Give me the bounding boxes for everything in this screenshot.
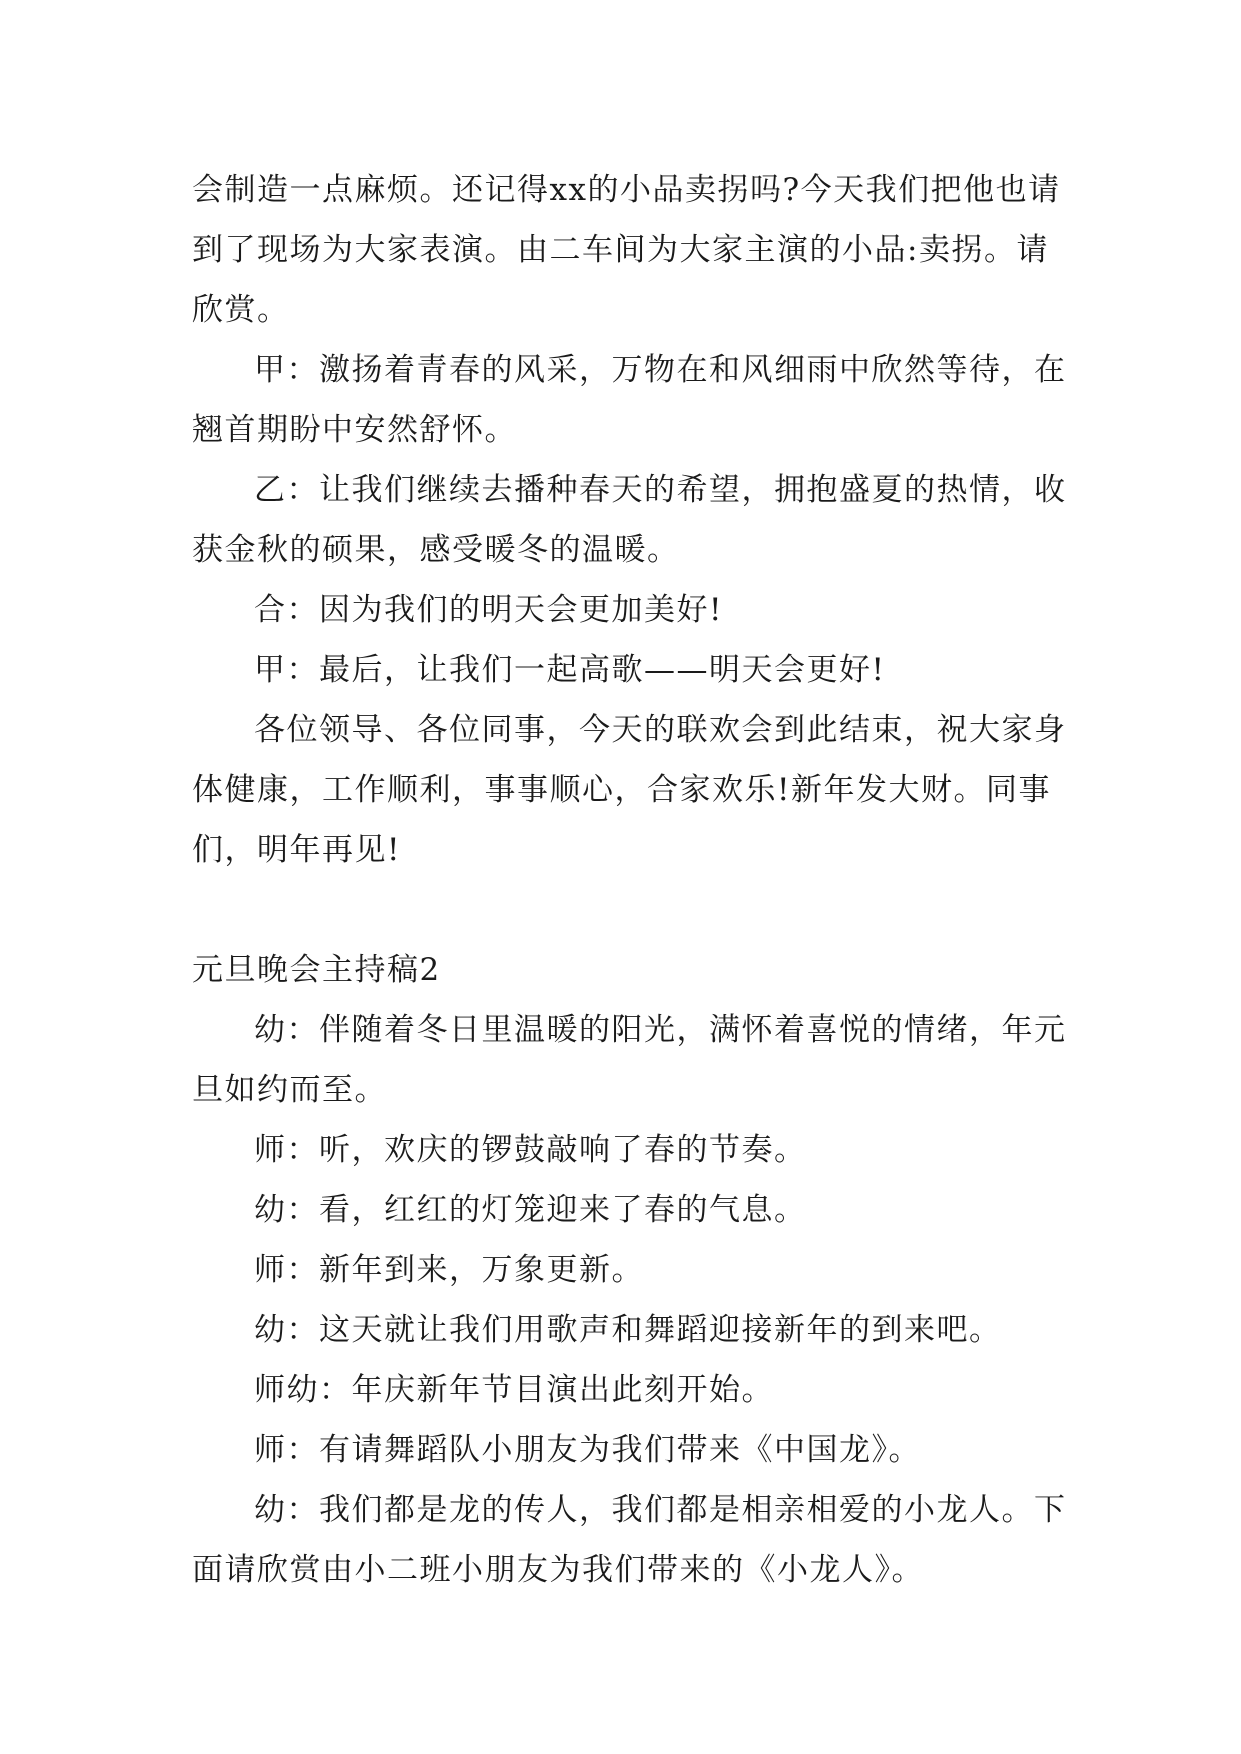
- paragraph: 甲：最后，让我们一起高歌——明天会更好!: [254, 652, 886, 688]
- paragraph: 乙：让我们继续去播种春天的希望，拥抱盛夏的热情，收获金秋的硕果，感受暖冬的温暖。: [192, 472, 1067, 568]
- section-title: 元旦晚会主持稿2: [192, 952, 441, 988]
- section-gap: [192, 880, 1072, 940]
- paragraph: 幼：看，红红的灯笼迎来了春的气息。: [254, 1192, 807, 1228]
- paragraph: 师：听，欢庆的锣鼓敲响了春的节奏。: [254, 1132, 807, 1168]
- paragraph: 甲：激扬着青春的风采，万物在和风细雨中欣然等待，在翘首期盼中安然舒怀。: [192, 352, 1067, 448]
- paragraph: 师：有请舞蹈队小朋友为我们带来《中国龙》。: [254, 1432, 921, 1468]
- document-body: [192, 160, 1072, 1600]
- paragraph: 师：新年到来，万象更新。: [254, 1252, 644, 1288]
- paragraph: 幼：我们都是龙的传人，我们都是相亲相爱的小龙人。下面请欣赏由小二班小朋友为我们带来的《小龙人》。: [192, 1492, 1067, 1588]
- paragraph: 幼：伴随着冬日里温暖的阳光，满怀着喜悦的情绪，年元旦如约而至。: [192, 1012, 1067, 1108]
- paragraph: 合：因为我们的明天会更加美好!: [254, 592, 723, 628]
- paragraph: 幼：这天就让我们用歌声和舞蹈迎接新年的到来吧。: [254, 1312, 1002, 1348]
- paragraph: 各位领导、各位同事，今天的联欢会到此结束，祝大家身体健康，工作顺利，事事顺心，合家欢乐!新年发大财。同事们，明年再见!: [192, 712, 1067, 868]
- paragraph: 会制造一点麻烦。还记得xx的小品卖拐吗?今天我们把他也请到了现场为大家表演。由二车间为大家主演的小品:卖拐。请欣赏。: [192, 172, 1061, 328]
- paragraph: 师幼：年庆新年节目演出此刻开始。: [254, 1372, 774, 1408]
